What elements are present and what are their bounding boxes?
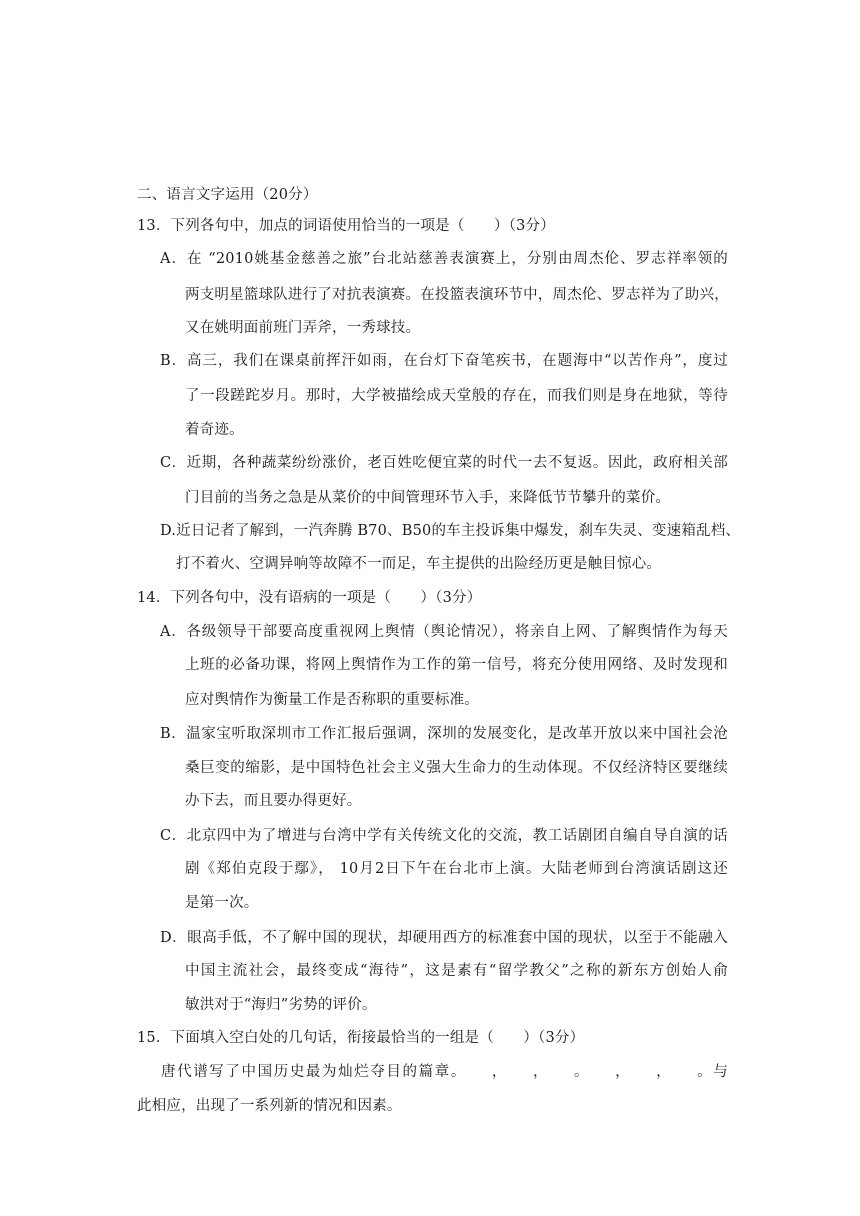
q13-option-c-line-1: C．近期，各种蔬菜纷纷涨价，老百姓吃便宜菜的时代一去不复返。因此，政府相关部 bbox=[160, 455, 728, 471]
q14-option-c-line-3: 是第一次。 bbox=[185, 895, 259, 911]
q14-option-d-line-1: D．眼高手低，不了解中国的现状，却硬用西方的标准套中国的现状，以至于不能融入 bbox=[160, 930, 728, 946]
q14-option-b-line-3: 办下去，而且要办得更好。 bbox=[185, 793, 362, 809]
q14-option-b-line-2: 桑巨变的缩影，是中国特色社会主义强大生命力的生动体现。不仅经济特区要继续 bbox=[185, 760, 728, 776]
q15-body-line-1: 唐代谱写了中国历史最为灿烂夺目的篇章。 ， ， 。 ， ， 。与 bbox=[161, 1064, 728, 1080]
q13-option-b-line-1: B．高三，我们在课桌前挥汗如雨，在台灯下奋笔疾书，在题海中“以苦作舟”，度过 bbox=[160, 353, 728, 369]
q14-option-d-line-3: 敏洪对于“海归”劣势的评价。 bbox=[185, 997, 377, 1013]
q14-option-c-line-1: C．北京四中为了增进与台湾中学有关传统文化的交流，教工话剧团自编自导自演的话 bbox=[160, 828, 728, 844]
q15-stem: 15．下面填入空白处的几句话，衔接最恰当的一组是（ ）（3分） bbox=[137, 1030, 585, 1046]
q13-option-d-line-2: 打不着火、空调异响等故障不一而足，车主提供的出险经历更是触目惊心。 bbox=[176, 556, 662, 572]
q13-option-b-line-2: 了一段蹉跎岁月。那时，大学被描绘成天堂般的存在，而我们则是身在地狱，等待 bbox=[185, 388, 728, 404]
q14-option-a-line-2: 上班的必备功课，将网上舆情作为工作的第一信号，将充分使用网络、及时发现和 bbox=[185, 657, 728, 673]
q13-option-a-line-2: 两支明星篮球队进行了对抗表演赛。在投篮表演环节中，周杰伦、罗志祥为了助兴， bbox=[185, 287, 729, 303]
q13-stem: 13．下列各句中，加点的词语使用恰当的一项是（ ）（3分） bbox=[137, 218, 555, 234]
q14-option-b-line-1: B．温家宝听取深圳市工作汇报后强调，深圳的发展变化，是改革开放以来中国社会沧 bbox=[160, 726, 728, 742]
q13-option-b-line-3: 着奇迹。 bbox=[185, 422, 244, 438]
q14-stem: 14．下列各句中，没有语病的一项是（ ）（3分） bbox=[137, 590, 482, 606]
q14-option-c-line-2: 剧《郑伯克段于鄢》， 10月2日下午在台北市上演。大陆老师到台湾演话剧这还 bbox=[185, 861, 728, 877]
q13-option-a-line-1: A．在 “2010姚基金慈善之旅”台北站慈善表演赛上，分别由周杰伦、罗志祥率领的 bbox=[160, 251, 728, 267]
section-title: 二、语言文字运用（20分） bbox=[137, 187, 318, 203]
q13-option-d-line-1: D.近日记者了解到，一汽奔腾 B70、B50的车主投诉集中爆发，刹车失灵、变速箱乱档、 bbox=[160, 523, 741, 539]
q14-option-d-line-2: 中国主流社会，最终变成“海待”，这是素有“留学教父”之称的新东方创始人俞 bbox=[185, 963, 728, 979]
q15-body-line-2: 此相应，出现了一系列新的情况和因素。 bbox=[137, 1098, 402, 1114]
q14-option-a-line-3: 应对舆情作为衡量工作是否称职的重要标准。 bbox=[185, 692, 479, 708]
q14-option-a-line-1: A．各级领导干部要高度重视网上舆情（舆论情况），将亲自上网、了解舆情作为每天 bbox=[160, 624, 728, 640]
q13-option-a-line-3: 又在姚明面前班门弄斧，一秀球技。 bbox=[185, 320, 421, 336]
q13-option-c-line-2: 门目前的当务之急是从菜价的中间管理环节入手，来降低节节攀升的菜价。 bbox=[185, 490, 671, 506]
